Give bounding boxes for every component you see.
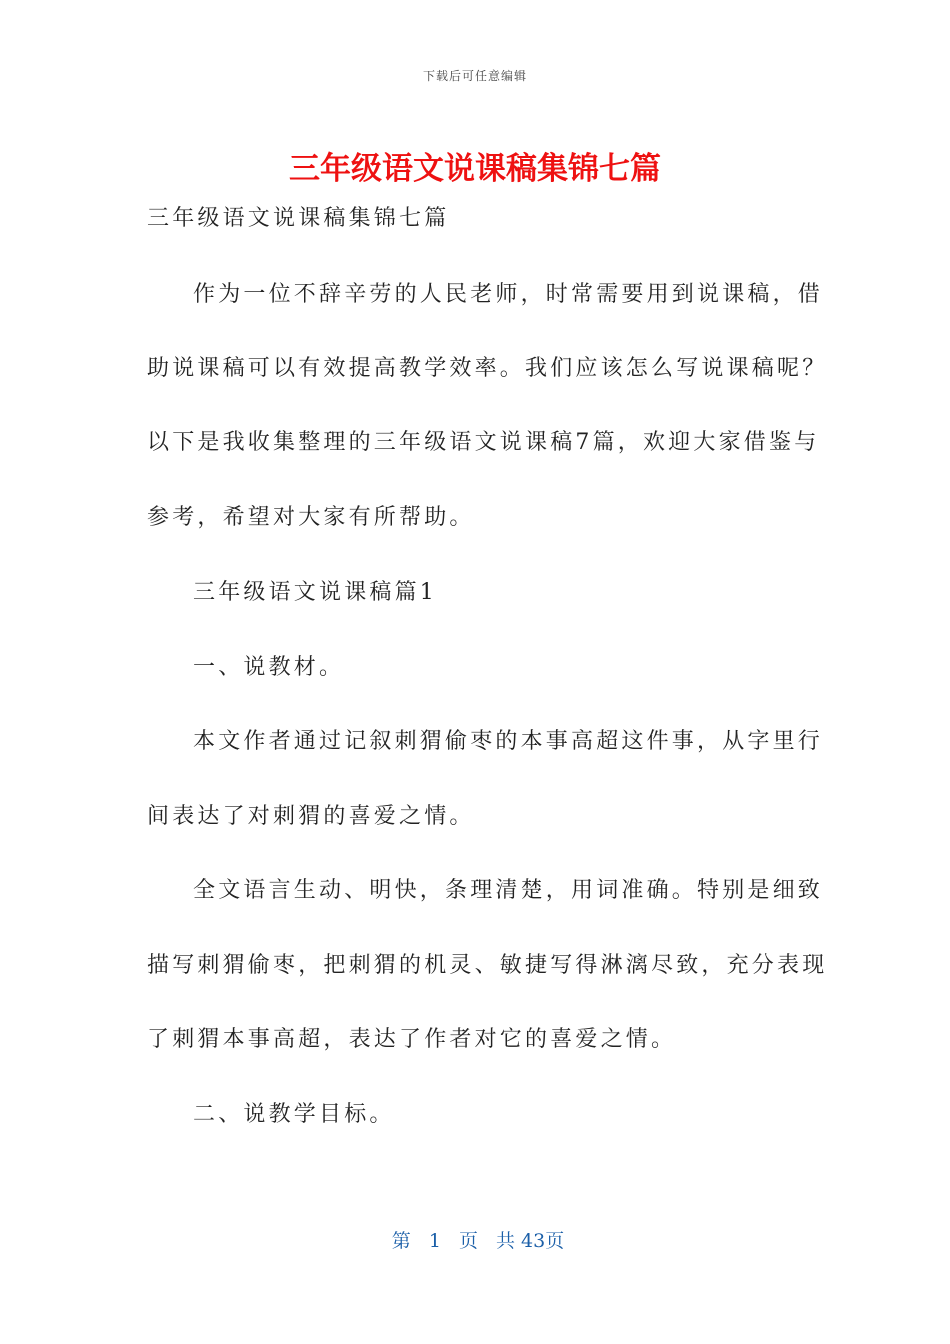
- paragraph-line: 作为一位不辞辛劳的人民老师，时常需要用到说课稿，借: [193, 282, 824, 307]
- footer-page-label: 页: [458, 1230, 478, 1252]
- page-footer: [0, 1226, 950, 1253]
- paragraph-line: 本文作者通过记叙刺猬偷枣的本事高超这件事，从字里行: [193, 729, 824, 754]
- section-heading: 三年级语文说课稿篇1: [193, 580, 437, 605]
- section-heading: 一、说教材。: [193, 655, 345, 680]
- footer-page-number: 1: [428, 1230, 441, 1252]
- paragraph-line: 了刺猬本事高超，表达了作者对它的喜爱之情。: [147, 1027, 677, 1052]
- paragraph-line: 间表达了对刺猬的喜爱之情。: [147, 804, 475, 829]
- paragraph-line: 描写刺猬偷枣，把刺猬的机灵、敏捷写得淋漓尽致，充分表现: [147, 953, 828, 978]
- footer-total-prefix: 共: [496, 1230, 516, 1252]
- footer-suffix: 页: [545, 1230, 565, 1252]
- subtitle-line: 三年级语文说课稿集锦七篇: [147, 206, 450, 231]
- paragraph-line: 参考，希望对大家有所帮助。: [147, 505, 475, 530]
- section-heading: 二、说教学目标。: [193, 1102, 395, 1127]
- footer-total-pages: 43: [521, 1230, 546, 1252]
- header-note: 下载后可任意编辑: [422, 69, 527, 83]
- paragraph-line: 全文语言生动、明快，条理清楚，用词准确。特别是细致: [193, 878, 824, 903]
- paragraph-line: 助说课稿可以有效提高教学效率。我们应该怎么写说课稿呢？: [147, 356, 828, 381]
- paragraph-line: 以下是我收集整理的三年级语文说课稿7篇，欢迎大家借鉴与: [147, 430, 820, 455]
- document-title: 三年级语文说课稿集锦七篇: [289, 151, 661, 187]
- footer-prefix: 第: [391, 1230, 411, 1252]
